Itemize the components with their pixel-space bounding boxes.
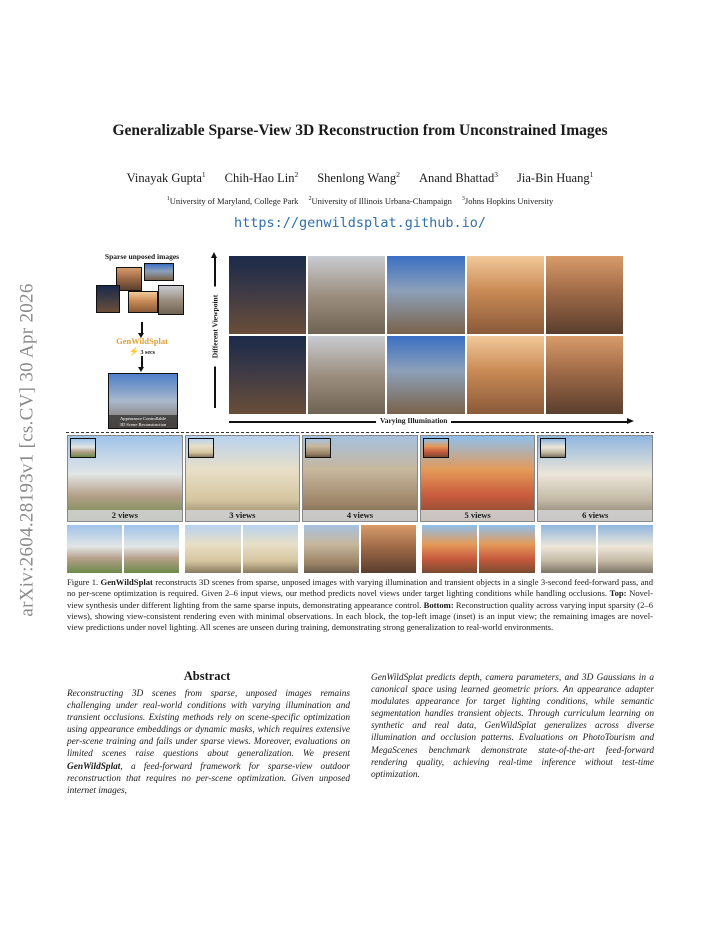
- lightning-icon: ⚡: [129, 347, 139, 356]
- author: [127, 171, 206, 186]
- author-name: Jia-Bin Huang: [517, 171, 590, 185]
- novel-view-pair: [422, 525, 534, 573]
- caption-bottom-label: Bottom:: [423, 599, 454, 610]
- novel-view: [598, 525, 653, 573]
- illumination-grid: [229, 256, 623, 414]
- author: [517, 171, 593, 186]
- affil-name: University of Illinois Urbana-Champaign: [311, 196, 452, 206]
- views-label: 4 views: [303, 510, 417, 521]
- speed-value: 3 secs: [140, 350, 155, 356]
- caption-text: Reconstruction quality across varying input sparsity (2–6 views), showing view-consistent rendering even with minimal observations. In each block, the top-left image (inset) is an input view; the remaining images are novel-view predictions under novel lighting. All scenes are unseen during training, demonstrating strong generalization to real-world environments.: [67, 599, 653, 633]
- author: [225, 171, 299, 186]
- views-label: 3 views: [186, 510, 300, 521]
- paper-title: Generalizable Sparse-View 3D Reconstruction from Unconstrained Images: [112, 122, 608, 139]
- affiliation: [167, 196, 299, 206]
- affil-sup: 2: [308, 196, 312, 203]
- figure-number: Figure 1.: [67, 577, 99, 587]
- author-affil-sup: 1: [201, 169, 206, 179]
- novel-view: [243, 525, 298, 573]
- render-tile: [229, 336, 306, 414]
- affil-name: Johns Hopkins University: [464, 196, 554, 206]
- novel-view-row: [67, 525, 653, 573]
- abstract-heading: Abstract: [183, 669, 231, 683]
- input-inset: [70, 438, 96, 458]
- novel-view-pair: [541, 525, 653, 573]
- novel-view-pair: [185, 525, 297, 573]
- input-image: [128, 291, 158, 313]
- illumination-axis-label: Varying Illumination: [376, 416, 451, 425]
- input-inset: [305, 438, 331, 458]
- affiliation: [308, 196, 451, 206]
- sparsity-block: [185, 435, 301, 522]
- down-arrow-icon: [141, 356, 143, 368]
- author-affil-sup: 2: [294, 169, 299, 179]
- author-list: [60, 171, 660, 186]
- abstract-text: Reconstructing 3D scenes from sparse, unposed images remains challenging under real-world conditions with varying illumination and transient occlusions. Existing methods rely on scene-specific optimization using appearance embeddings or dynamic masks, which requires extensive per-scene training and fails under sparse views. Moreover, evaluations on limited scenes raise questions about generalization. We present: [67, 689, 350, 760]
- novel-view: [124, 525, 179, 573]
- novel-view: [541, 525, 596, 573]
- sparse-inputs-label: Sparse unposed images: [104, 252, 180, 261]
- sparsity-block: [420, 435, 536, 522]
- views-label: 6 views: [538, 510, 652, 521]
- arxiv-stamp: [6, 250, 50, 650]
- author-name: Anand Bhattad: [418, 171, 495, 185]
- caption-text: reconstructs 3D scenes from sparse, unposed images with varying illumination and transient objects in a single 3-second feed-forward pass, and no per-scene optimization is required. Given 2–6 input views, our method predicts novel views under target lighting conditions while handling occlusions.: [67, 577, 654, 599]
- author-name: Vinayak Gupta: [126, 171, 202, 185]
- render-tile: [308, 336, 385, 414]
- views-label: 5 views: [421, 510, 535, 521]
- sparsity-block: [302, 435, 418, 522]
- render-tile: [546, 336, 623, 414]
- affiliation: [462, 196, 553, 206]
- pipeline-diagram: [92, 252, 192, 428]
- novel-view: [422, 525, 477, 573]
- novel-view: [67, 525, 122, 573]
- author-name: Chih-Hao Lin: [224, 171, 295, 185]
- render-tile: [467, 256, 544, 334]
- abstract-right-column: GenWildSplat predicts depth, camera parameters, and 3D Gaussians in a canonical space using learned geometric priors. An appearance adapter modulates appearance for target lighting conditions, while semantic segmentation handles transient objects. Through curriculum learning on synthetic and real data, GenWildSplat generalizes across diverse illumination and occlusion patterns. Evaluations on PhotoTourism and MegaScenes benchmark demonstrate state-of-the-art feed-forward rendering quality, achieving real-time inference without test-time optimization.: [371, 673, 654, 780]
- viewpoint-axis: [208, 252, 222, 412]
- input-inset: [423, 438, 449, 458]
- arxiv-stamp-text: arXiv:2604.28193v1 [cs.CV] 30 Apr 2026: [17, 283, 39, 617]
- author-affil-sup: 1: [589, 169, 594, 179]
- method-label: GenWildSplat: [116, 336, 168, 346]
- author-affil-sup: 2: [396, 169, 400, 179]
- render-tile: [308, 256, 385, 334]
- affil-sup: 3: [461, 196, 465, 203]
- speed-label: [92, 347, 192, 356]
- author-name: Shenlong Wang: [317, 171, 397, 185]
- input-inset: [188, 438, 214, 458]
- input-image: [158, 285, 184, 315]
- author: [419, 171, 498, 186]
- input-inset: [540, 438, 566, 458]
- input-image: [144, 263, 174, 281]
- sparsity-block: [537, 435, 653, 522]
- novel-view: [304, 525, 359, 573]
- render-tile: [229, 256, 306, 334]
- author: [317, 171, 400, 186]
- novel-view: [361, 525, 416, 573]
- result-caption: [109, 415, 177, 428]
- sparsity-row: [67, 435, 653, 522]
- abstract-left-column: [67, 688, 350, 797]
- result-caption-line: 3D Scene Reconstruction: [119, 421, 167, 427]
- render-tile: [467, 336, 544, 414]
- viewpoint-axis-label: Different Viewpoint: [211, 287, 220, 367]
- author-affil-sup: 3: [494, 169, 499, 179]
- figure-divider: [66, 432, 654, 433]
- sparse-input-images: [96, 263, 186, 319]
- figure-caption: [67, 577, 653, 633]
- abstract-method: GenWildSplat: [67, 761, 121, 772]
- render-tile: [546, 256, 623, 334]
- render-tile: [387, 336, 464, 414]
- novel-view-pair: [304, 525, 416, 573]
- result-caption-line: Appearance Controllable: [119, 416, 167, 422]
- render-tile: [387, 256, 464, 334]
- abstract-text: , a feed-forward framework for sparse-view outdoor reconstruction that requires no per-scene optimization. Given unposed internet images,: [67, 761, 350, 796]
- novel-view: [479, 525, 534, 573]
- sparsity-block: [67, 435, 183, 522]
- novel-view-pair: [67, 525, 179, 573]
- affil-name: University of Maryland, College Park: [169, 196, 299, 206]
- affiliation-list: [60, 196, 660, 206]
- project-url-link[interactable]: https://genwildsplat.github.io/: [234, 215, 486, 231]
- down-arrow-icon: [141, 322, 143, 334]
- caption-text: Novel-view synthesis under different lighting from the same sparse inputs, demonstrating appearance control.: [67, 588, 653, 610]
- caption-method: GenWildSplat: [100, 577, 153, 587]
- views-label: 2 views: [68, 510, 182, 521]
- illumination-axis: [229, 416, 634, 428]
- affil-sup: 1: [166, 196, 170, 203]
- novel-view: [185, 525, 240, 573]
- caption-top-label: Top:: [609, 588, 627, 599]
- input-image: [96, 285, 120, 313]
- result-image: [108, 373, 178, 429]
